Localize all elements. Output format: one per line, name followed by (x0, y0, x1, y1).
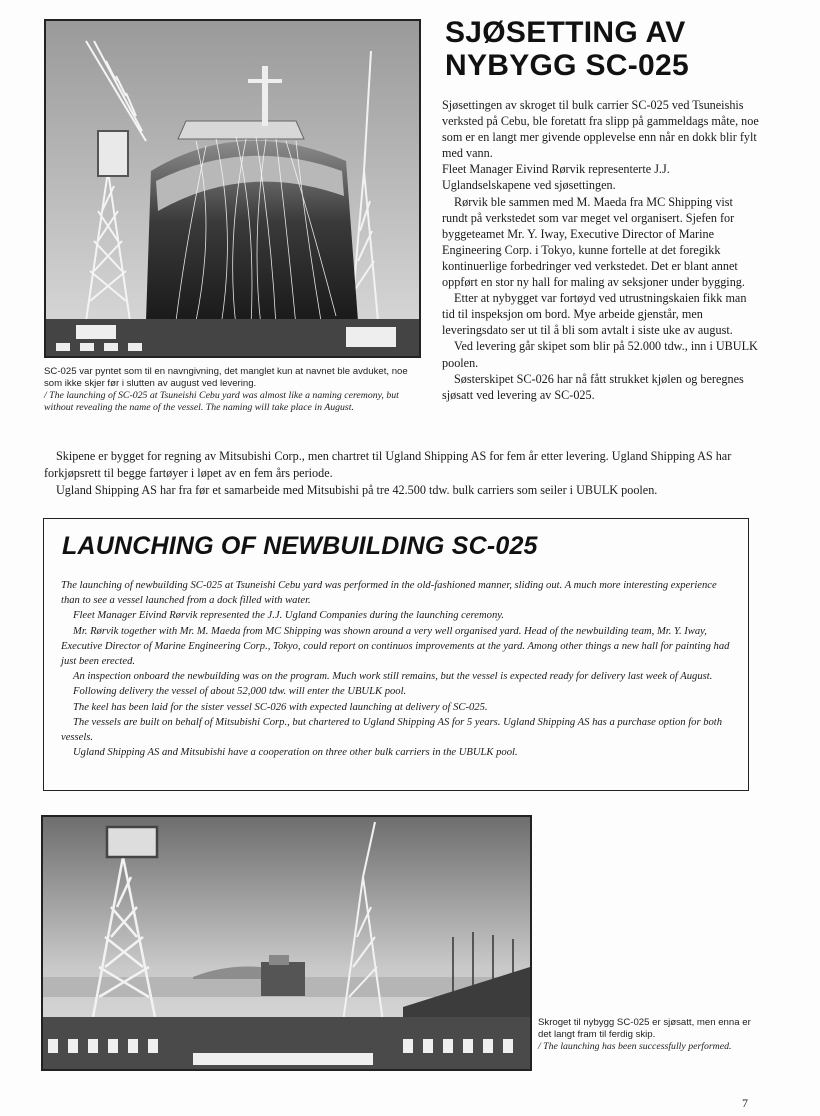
paragraph: An inspection onboard the newbuilding was on the program. Much work still remains, but the vessel is expected ready for delivery last week of August. (73, 671, 713, 683)
title-line-1: SJØSETTING AV (445, 16, 686, 49)
paragraph: The keel has been laid for the sister vessel SC-026 with expected launching at delivery of SC-025. (73, 701, 488, 713)
norwegian-column-text (442, 97, 760, 403)
caption-norwegian: Skroget til nybygg SC-025 er sjøsatt, men enna er det langt fram til ferdig skip. (538, 1017, 751, 1040)
yard-photo (41, 815, 532, 1071)
launch-photo-image (46, 21, 419, 356)
launch-photo-caption (44, 366, 416, 415)
launch-photo (44, 19, 421, 358)
paragraph: Ved levering går skipet som blir på 52.000 tdw., inn i UBULK poolen. (442, 339, 758, 370)
caption-norwegian: SC-025 var pyntet som til en navngivning, det manglet kun at navnet ble avduket, noe som ikke skjer før i slutten av august ved levering. (44, 366, 408, 389)
article-title-english: LAUNCHING OF NEWBUILDING SC-025 (62, 532, 538, 560)
paragraph: Søsterskipet SC-026 har nå fått strukket kjølen og beregnes sjøsatt ved levering av SC-025. (442, 371, 744, 402)
paragraph: Mr. Rørvik together with Mr. M. Maeda from MC Shipping was shown around a very well organised yard. Head of the newbuilding team, Mr. Y. Iway, Executive Director of Marine Engineering Corp., Tokyo, could report on continuos improvements at the yard. Among other things a new hall for painting had just been erected. (61, 625, 730, 668)
caption-english: / The launching has been successfully performed. (538, 1041, 732, 1052)
paragraph: The launching of newbuilding SC-025 at Tsuneishi Cebu yard was performed in the old-fashioned manner, sliding out. A much more interesting experience than to see a vessel launched from a dock filled with water. (61, 580, 717, 607)
paragraph: The vessels are built on behalf of Mitsubishi Corp., but chartered to Ugland Shipping AS for 5 years. Ugland Shipping AS has a purchase option for both vessels. (61, 716, 723, 744)
yard-photo-caption (538, 1017, 753, 1053)
paragraph: Ugland Shipping AS and Mitsubishi have a cooperation on three other bulk carriers in the UBULK pool. (73, 747, 518, 759)
paragraph: Etter at nybygget var fortøyd ved utrustningskaien fikk man tid til inspeksjon om bord. Mye arbeide gjenstår, men leveringsdato ser ut til å bli som avtalt i siste uke av august. (442, 291, 747, 338)
caption-english: / The launching of SC-025 at Tsuneishi Cebu yard was almost like a naming ceremony, but without revealing the name of the vessel. The naming will take place in August. (44, 390, 399, 414)
paragraph: Skipene er bygget for regning av Mitsubishi Corp., men chartret til Ugland Shipping AS for fem år etter levering. Ugland Shipping AS har forkjøpsrett til begge fartøyer i løpet av en fem års periode. (44, 449, 732, 480)
paragraph: Fleet Manager Eivind Rørvik represented the J.J. Ugland Companies during the launching ceremony. (73, 610, 505, 622)
paragraph: Fleet Manager Eivind Rørvik representerte J.J. Uglandselskapene ved sjøsettingen. (442, 162, 670, 193)
paragraph: Sjøsettingen av skroget til bulk carrier SC-025 ved Tsuneishis verksted på Cebu, ble foretatt fra slipp på gammeldags måte, noe som er en langt mer givende opplevelse enn når en dokk blir fylt med vann. (442, 98, 759, 161)
yard-photo-image (43, 817, 530, 1069)
paragraph: Ugland Shipping AS har fra før et samarbeide med Mitsubishi på tre 42.500 tdw. bulk carriers som seiler i UBULK poolen. (56, 482, 658, 497)
english-article-text (61, 578, 733, 760)
norwegian-wide-text (44, 448, 764, 498)
paragraph: Following delivery the vessel of about 52,000 tdw. will enter the UBULK pool. (73, 686, 407, 698)
page-number: 7 (742, 1096, 748, 1110)
english-article-box (43, 518, 749, 791)
title-line-2: NYBYGG SC-025 (445, 49, 689, 82)
paragraph: Rørvik ble sammen med M. Maeda fra MC Shipping vist rundt på verkstedet som var meget vel organisert. Sjefen for byggeteamet Mr. Y. Iway, Executive Director of Marine Engineering Corp. i Tokyo, kunne fortelle at det foregikk kontinuerlige forbedringer ved verkstedet. Det er blant annet oppført en stor ny hall for maling av seksjoner under bygging. (442, 194, 745, 290)
article-title-norwegian (445, 16, 775, 82)
